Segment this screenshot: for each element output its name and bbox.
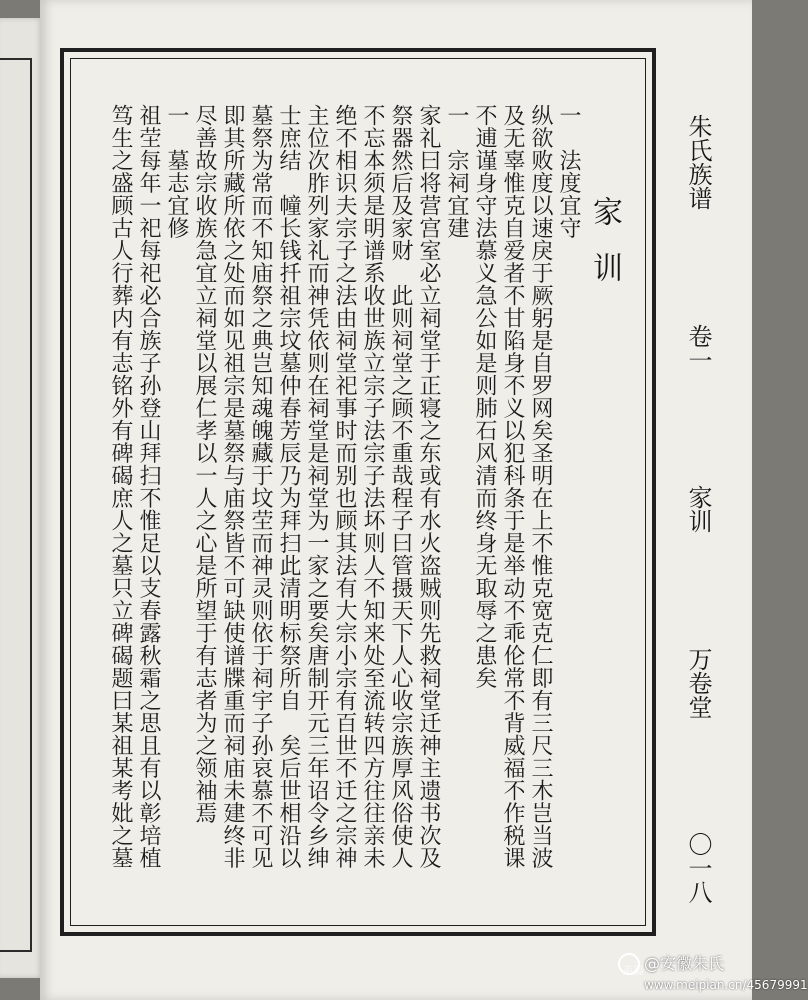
volume-label: 卷一 bbox=[684, 323, 712, 372]
publisher-label: 万卷堂 bbox=[684, 646, 712, 719]
text-column: 尽善故宗收族急宜立祠堂以展仁孝以一人之心是所望于有志者为之领袖焉 bbox=[192, 104, 217, 824]
side-column bbox=[676, 114, 716, 904]
text-column: 一 墓志宜修 bbox=[164, 104, 189, 239]
previous-page-edge bbox=[0, 18, 44, 978]
text-column: 一 法度宜守 bbox=[556, 104, 581, 239]
text-column: 士庶结 幢长钱扦祖宗坟墓仲春芳辰乃为拜扫此清明标祭所自 矣后世相沿以 bbox=[276, 104, 301, 869]
text-column: 祭器然后及家财 此则祠堂之顾不重哉程子曰管摄天下人心收宗族厚风俗使人 bbox=[388, 104, 413, 869]
watermark-account: @安徽朱氏 bbox=[644, 954, 725, 973]
genealogy-page bbox=[40, 0, 808, 1000]
page-number: 〇一八 bbox=[684, 832, 712, 904]
text-column: 即其所藏所依之处而如见祖宗是墓祭与庙祭皆不可缺使谱牒重而祠庙未建终非 bbox=[220, 104, 245, 869]
text-column: 祖茔每年一祀每祀必合族子孙登山拜扫不惟足以支春露秋霜之思且有以彰培植 bbox=[136, 104, 161, 869]
previous-page-frame bbox=[0, 58, 32, 952]
watermark-brand: 美篇 bbox=[622, 964, 644, 977]
text-column: 墓祭为常而不知庙祭之典岂知魂魄藏于坟茔而神灵则依于祠宇子孙哀慕不可见 bbox=[248, 104, 273, 869]
text-column: 绝不相识夫宗子之法由祠堂祀事时而别也顾其法有大宗小宗有百世不迁之宗神 bbox=[332, 104, 357, 869]
text-column: 及无辜惟克自爱者不甘陷身不义以犯科条于是举动不乖伦常不背威福不作税课 bbox=[500, 104, 525, 869]
text-column: 一 宗祠宜建 bbox=[444, 104, 469, 239]
page-title: 家训 bbox=[587, 196, 622, 308]
text-column: 主位次胙列家礼而神凭依则在祠堂是祠堂为一家之要矣唐制开元三年诏令乡绅 bbox=[304, 104, 329, 869]
page-body-text bbox=[76, 104, 582, 904]
text-column: 不逋谨身守法慕义急公如是则肺石风清而终身无取辱之患矣 bbox=[472, 104, 497, 689]
text-column: 不忘本须是明谱系收世族立宗子法宗子法坏则人不知来处至流转四方往往亲未 bbox=[360, 104, 385, 869]
book-title: 朱氏族谱 bbox=[684, 114, 712, 210]
watermark-site: www.meipian.cn/45679991 bbox=[644, 978, 808, 992]
text-column: 家礼曰将营宫室必立祠堂于正寝之东或有水火盗贼则先救祠堂迁神主遗书次及 bbox=[416, 104, 441, 869]
section-label: 家训 bbox=[684, 485, 712, 533]
text-column: 笃生之盛顾古人行葬内有志铭外有碑碣庶人之墓只立碑碣题曰某祖某考妣之墓 bbox=[108, 104, 133, 869]
text-column: 纵欲败度以速戾于厥躬是自罗网矣圣明在上不惟克宽克仁即有三尺三木岂当波 bbox=[528, 104, 553, 869]
